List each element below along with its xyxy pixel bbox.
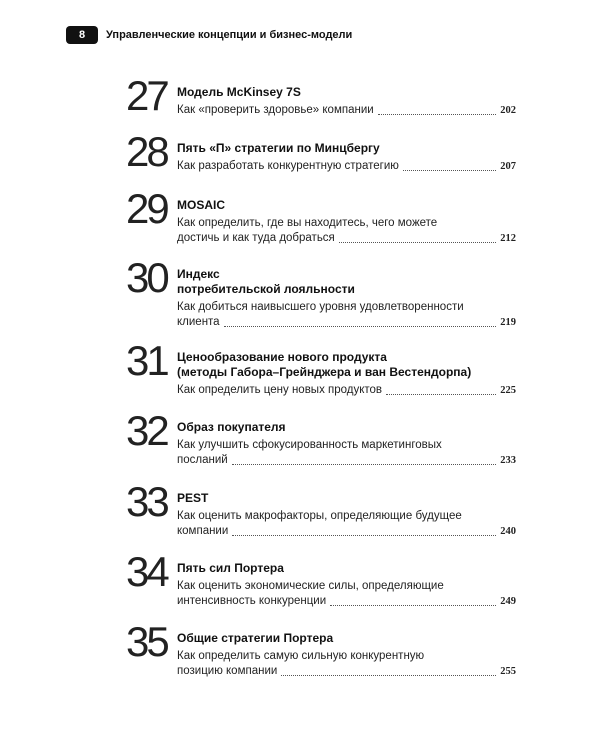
page-reference: 240 <box>500 526 516 537</box>
dot-leader <box>403 169 496 171</box>
chapter-number: 28 <box>126 128 167 175</box>
chapter-subtitle-continued: клиента <box>177 316 220 328</box>
chapter-title: PEST <box>177 491 209 505</box>
toc-entry[interactable] <box>126 185 516 246</box>
chapter-title-continued: потребительской лояльности <box>177 282 355 296</box>
dot-leader <box>378 113 497 115</box>
chapter-subtitle-continued: позицию компании <box>177 665 278 677</box>
page-reference: 207 <box>500 161 516 172</box>
page-reference: 255 <box>500 666 516 677</box>
page-reference: 202 <box>500 105 516 116</box>
chapter-number: 34 <box>126 548 167 595</box>
chapter-title-continued: (методы Габора–Грейнджера и ван Вестендорпа) <box>177 365 472 379</box>
dot-leader <box>224 325 497 327</box>
chapter-subtitle-continued: достичь и как туда добраться <box>177 232 335 244</box>
dot-leader <box>339 241 496 243</box>
chapter-subtitle-continued: компании <box>177 525 229 537</box>
chapter-subtitle-continued: посланий <box>177 454 228 466</box>
chapter-subtitle: Как оценить макрофакторы, определяющие будущее <box>177 510 462 522</box>
chapter-subtitle: Как разработать конкурентную стратегию <box>177 160 399 172</box>
toc-entry[interactable] <box>126 478 516 539</box>
chapter-title: MOSAIC <box>177 198 225 212</box>
toc-entry[interactable] <box>126 548 516 609</box>
chapter-title: Ценообразование нового продукта <box>177 350 387 364</box>
page-reference: 212 <box>500 233 516 244</box>
chapter-subtitle: Как определить цену новых продуктов <box>177 384 383 396</box>
toc-entry[interactable] <box>126 337 516 398</box>
page-reference: 249 <box>500 596 516 607</box>
toc-entry[interactable] <box>126 72 516 119</box>
toc-entry[interactable] <box>126 618 516 679</box>
page-reference: 219 <box>500 317 516 328</box>
chapter-number: 31 <box>126 337 167 384</box>
chapter-title: Общие стратегии Портера <box>177 631 334 645</box>
chapter-title: Образ покупателя <box>177 420 286 434</box>
chapter-subtitle: Как оценить экономические силы, определяющие <box>177 580 444 592</box>
chapter-number: 35 <box>126 618 167 665</box>
chapter-number: 27 <box>126 72 167 119</box>
toc-entry[interactable] <box>126 254 516 330</box>
chapter-number: 29 <box>126 185 167 232</box>
chapter-subtitle: Как определить самую сильную конкурентную <box>177 650 425 662</box>
chapter-number: 32 <box>126 407 167 454</box>
toc-entry[interactable] <box>126 407 516 468</box>
chapter-title: Пять сил Портера <box>177 561 284 575</box>
chapter-subtitle: Как улучшить сфокусированность маркетинговых <box>177 439 442 451</box>
chapter-number: 30 <box>126 254 167 301</box>
page-reference: 233 <box>500 455 516 466</box>
dot-leader <box>281 674 496 676</box>
chapter-number: 33 <box>126 478 167 525</box>
running-header <box>66 25 352 45</box>
dot-leader <box>232 463 497 465</box>
running-header-title: Управленческие концепции и бизнес-модели <box>106 29 353 41</box>
chapter-subtitle: Как добиться наивысшего уровня удовлетворенности <box>177 301 464 313</box>
chapter-subtitle: Как определить, где вы находитесь, чего можете <box>177 217 438 229</box>
chapter-subtitle: Как «проверить здоровье» компании <box>177 104 374 116</box>
chapter-title: Пять «П» стратегии по Минцбергу <box>177 141 380 155</box>
chapter-title: Модель McKinsey 7S <box>177 85 301 99</box>
dot-leader <box>232 534 496 536</box>
page-number-badge: 8 <box>66 26 98 44</box>
dot-leader <box>330 604 496 606</box>
chapter-subtitle-continued: интенсивность конкуренции <box>177 595 327 607</box>
toc-entry[interactable] <box>126 128 516 175</box>
dot-leader <box>386 393 496 395</box>
page-reference: 225 <box>500 385 516 396</box>
chapter-title: Индекс <box>177 267 220 281</box>
